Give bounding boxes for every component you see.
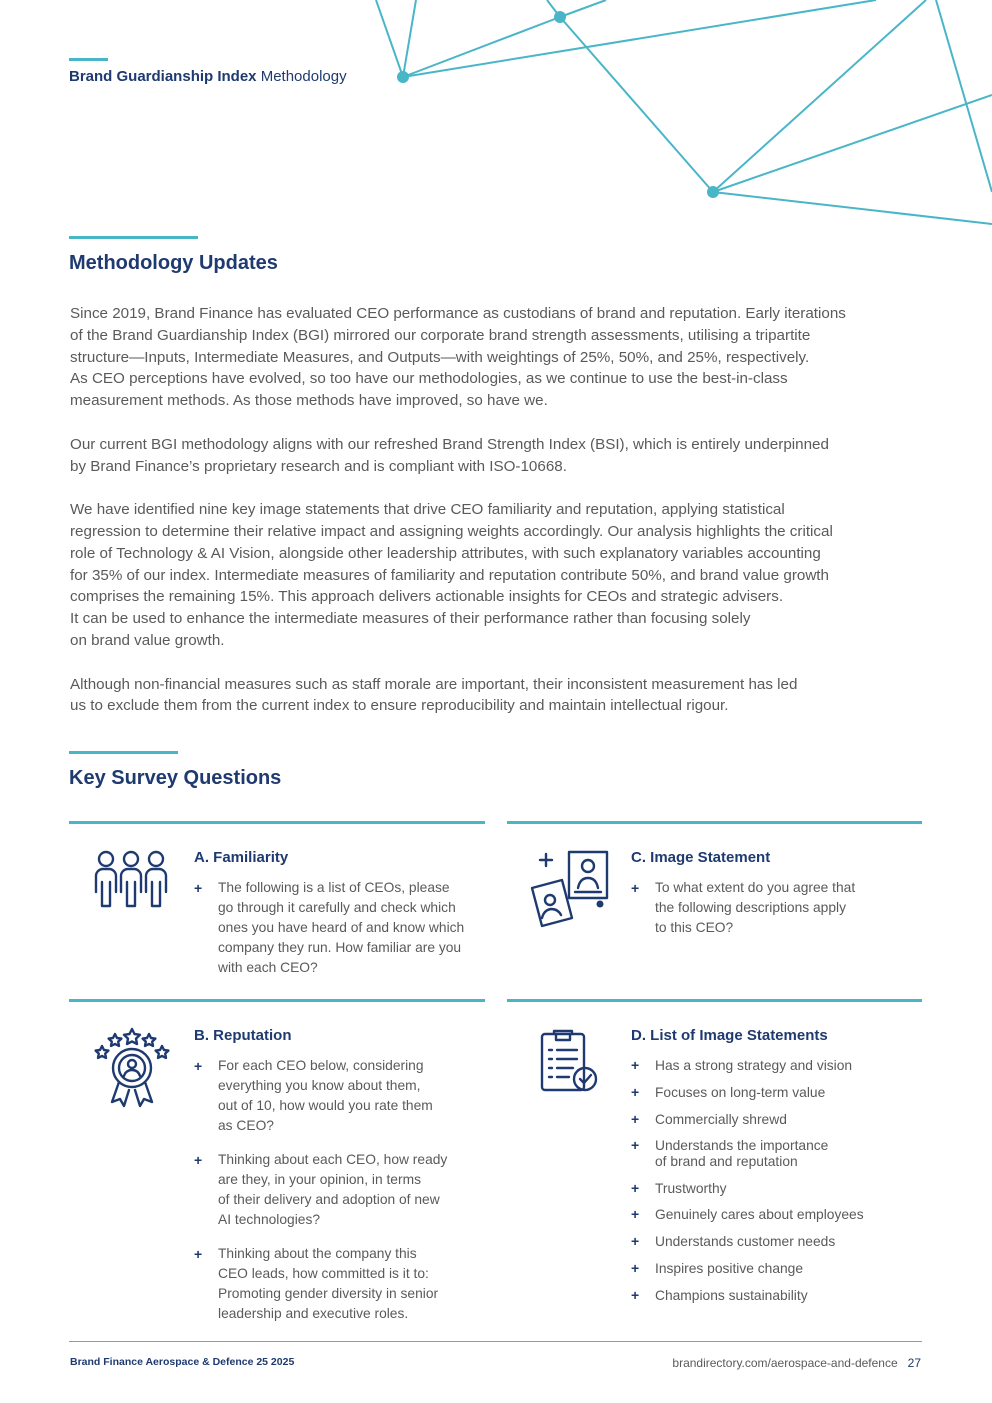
network-graphic	[0, 0, 992, 240]
card-a-list	[194, 878, 464, 978]
paragraph: Our current BGI methodology aligns with our refreshed Brand Strength Index (BSI), which is entirely underpinned by Brand Finance’s proprietary research and is compliant with ISO-10668.	[70, 435, 829, 475]
list-item: + Genuinely cares about employees	[631, 1206, 864, 1223]
footer-links	[672, 1356, 921, 1370]
people-group-icon	[92, 846, 174, 928]
plus-icon: +	[631, 1179, 640, 1196]
list-item: + Focuses on long-term value	[631, 1083, 826, 1100]
list-item: + For each CEO below, considering everything you know about them, out of 10, how would you rate them as CEO?	[194, 1058, 433, 1133]
card-b-list	[194, 1056, 447, 1338]
card-b-title: B. Reputation	[194, 1027, 292, 1044]
plus-icon: +	[194, 1058, 203, 1074]
list-item: + The following is a list of CEOs, please go through it carefully and check which ones you have heard of and know which company they run. How familiar are you with each CEO?	[194, 880, 465, 975]
section-accent-rule	[69, 751, 178, 754]
footer-publication: Brand Finance Aerospace & Defence 25 2025	[70, 1356, 295, 1368]
plus-icon: +	[194, 1246, 203, 1262]
card-rule	[507, 821, 922, 824]
card-c-list	[631, 878, 855, 938]
survey-title: Key Survey Questions	[69, 767, 282, 789]
card-rule	[507, 999, 922, 1002]
list-item: + Thinking about the company this CEO leads, how committed is it to: Promoting gender diversity in senior leadership and executive roles.	[194, 1246, 439, 1321]
card-c-title: C. Image Statement	[631, 849, 771, 866]
page-number: 27	[907, 1356, 921, 1370]
card-d-title: D. List of Image Statements	[631, 1027, 828, 1044]
section-accent-rule	[69, 236, 198, 239]
paragraph: We have identified nine key image statements that drive CEO familiarity and reputation, applying statistical regression to determine their relative impact and assigning weights accordingly. Our analysis highlights the critical role of Technology & AI Vision, alongside other leadership attributes, with such explanatory variables accounting for 35% of our index. Intermediate measures of familiarity and reputation contribute 50%, and brand value growth comprises the remaining 15%. This approach delivers actionable insights for CEOs and strategic advisers. It can be used to enhance the intermediate measures of their performance rather than focusing solely on brand value growth.	[70, 501, 833, 649]
paragraph: Since 2019, Brand Finance has evaluated CEO performance as custodians of brand and reputation. Early iterations of the Brand Guardianship Index (BGI) mirrored our corporate brand strength assessments, utilising a tripartite structure—Inputs, Intermediate Measures, and Outputs—with weightings of 25%, 50%, and 25%, respectively. As CEO perceptions have evolved, so too have our methodologies, as we continue to use the best-in-class measurement methods. As those methods have improved, so have we.	[70, 305, 846, 410]
plus-icon: +	[631, 1286, 640, 1303]
list-item: + Understands the importance of brand and reputation	[631, 1137, 829, 1169]
list-item: + Trustworthy	[631, 1179, 727, 1196]
methodology-title: Methodology Updates	[69, 252, 278, 274]
list-item: + Champions sustainability	[631, 1286, 808, 1303]
footer-rule	[69, 1341, 922, 1342]
card-d-list	[631, 1058, 864, 1315]
plus-icon: +	[631, 1083, 640, 1100]
plus-icon: +	[194, 1152, 203, 1168]
list-item: + Has a strong strategy and vision	[631, 1057, 853, 1073]
running-header: Brand Guardianship Index Methodology	[69, 68, 347, 85]
card-a-title: A. Familiarity	[194, 849, 289, 866]
methodology-body	[70, 303, 920, 739]
clipboard-check-icon	[532, 1026, 614, 1108]
header-accent-rule	[69, 58, 108, 61]
award-ribbon-icon	[92, 1026, 174, 1108]
plus-icon: +	[194, 880, 203, 896]
card-rule	[69, 999, 485, 1002]
list-item: + Commercially shrewd	[631, 1110, 787, 1127]
list-item: + To what extent do you agree that the following descriptions apply to this CEO?	[631, 880, 856, 935]
list-item: + Inspires positive change	[631, 1260, 804, 1277]
plus-icon: +	[631, 1233, 640, 1250]
profile-cards-icon	[528, 848, 610, 930]
footer-url[interactable]: brandirectory.com/aerospace-and-defence	[672, 1356, 898, 1370]
paragraph: Although non-financial measures such as staff morale are important, their inconsistent measurement has led us to exclude them from the current index to ensure reproducibility and maintain intellectual rigour.	[70, 675, 798, 715]
plus-icon: +	[631, 1110, 640, 1127]
plus-icon: +	[631, 1206, 640, 1223]
list-item: + Understands customer needs	[631, 1233, 836, 1250]
card-rule	[69, 821, 485, 824]
plus-icon: +	[631, 1260, 640, 1277]
plus-icon: +	[631, 1057, 640, 1073]
plus-icon: +	[631, 880, 640, 896]
plus-icon: +	[631, 1137, 640, 1154]
list-item: + Thinking about each CEO, how ready are they, in your opinion, in terms of their delivery and adoption of new AI technologies?	[194, 1152, 448, 1227]
